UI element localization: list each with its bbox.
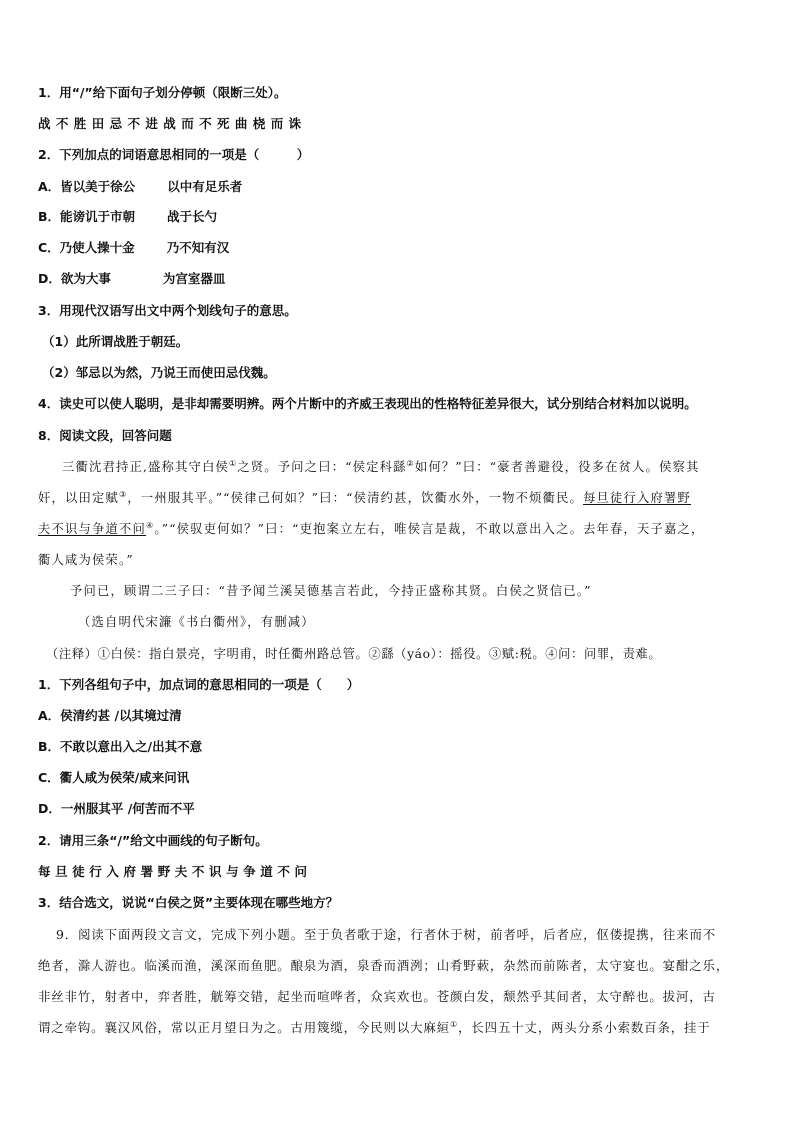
passage-text: 之贤。予问之曰：“侯定科繇	[237, 459, 407, 474]
q2-option-b-left: B．能谤讥于市朝	[38, 209, 136, 224]
q8-1-option-b: B．不敢以意出入之/出其不意	[38, 739, 203, 754]
q8-1-title: 1．下列各组句子中，加点词的意思相同的一项是（ ）	[38, 677, 360, 692]
passage-paragraph-2: 予问已，顾谓二三子曰：“昔予闻兰溪吴德基言若此，今持正盛称其贤。白侯之贤信已。”	[70, 584, 592, 598]
note-marker: ①	[450, 1019, 459, 1029]
q9-line-3: 非丝非竹，射者中，弈者胜，觥筹交错，起坐而喧哗者，众宾欢也。苍颜白发，颓然乎其间者，太守醉也。拔河，古	[38, 989, 716, 1004]
underlined-sentence: 夫不识与争道不问	[38, 522, 146, 536]
passage-text: 奸，以田定赋	[38, 491, 119, 505]
q2-option-b-right: 战于长勺	[167, 209, 218, 224]
note-marker: ②	[406, 458, 415, 468]
q2-option-b	[38, 208, 217, 226]
passage-line-3	[38, 520, 705, 538]
q2-option-a-right: 以中有足乐者	[167, 179, 243, 194]
q2-option-c-right: 乃不知有汉	[166, 240, 230, 255]
q4-title: 4．读史可以使人聪明，是非却需要明辨。两个片断中的齐威王表现出的性格特征差异很大，试分别结合材料加以说明。	[38, 396, 697, 411]
q2-option-a-left: A．皆以美于徐公	[38, 179, 136, 194]
q8-2-title: 2．请用三条“/”给文中画线的句子断句。	[38, 833, 268, 848]
q1-title: 1．用“/”给下面句子划分停顿（限断三处）。	[38, 85, 287, 100]
q2-option-c-left: C．乃使人操十金	[38, 240, 135, 255]
passage-text: 三衢沈君持正,盛称其守白侯	[62, 459, 229, 474]
q3-item-2: （2）邹忌以为然，乃说王而使田忌伐魏。	[42, 365, 276, 380]
q8-1-option-c: C．衢人咸为侯荣/咸来问讯	[38, 770, 190, 785]
q3-title: 3．用现代汉语写出文中两个划线句子的意思。	[38, 303, 297, 318]
q9-line-1: 9．阅读下面两段文言文，完成下列小题。至于负者歌于途，行者休于树，前者呼，后者应，伛偻提携，往来而不	[56, 927, 717, 942]
q2-title: 2．下列加点的词语意思相同的一项是（ ）	[38, 147, 310, 162]
q2-option-a	[38, 178, 242, 196]
note-marker: ①	[228, 458, 238, 468]
q8-1-option-d: D．一州服其平 /何苦而不平	[38, 801, 195, 816]
note-marker: ③	[118, 489, 128, 499]
passage-line-2	[38, 489, 691, 507]
q9-line-4	[38, 1019, 711, 1037]
passage-source: （选自明代宋濂《书白衢州》，有删减）	[78, 615, 315, 629]
underlined-sentence: 每旦徒行入府署野	[583, 491, 692, 505]
q2-option-d-left: D．欲为大事	[38, 271, 111, 286]
q8-title: 8．阅读文段，回答问题	[38, 428, 172, 443]
q8-2-sentence: 每旦徒行入府署野夫不识与争道不问	[38, 864, 312, 879]
passage-text: ，一州服其平。”“侯律己何如？”曰：“侯清约甚，饮衢水外，一物不烦衢民。	[127, 491, 584, 505]
q3-item-1: （1）此所谓战胜于朝廷。	[42, 334, 189, 349]
passage-text: 如何？”曰：“豪者善避役，役多在贫人。侯察其	[414, 459, 700, 474]
q8-1-option-a: A．侯清约甚 /以其境过清	[38, 708, 182, 723]
q2-option-d	[38, 270, 225, 288]
q1-sentence: 战不胜田忌不进战而不死曲桡而诛	[38, 116, 307, 131]
passage-text: 。”“侯驭吏何如？”曰：“吏抱案立左右，唯侯言是裁，不敢以意出入之。去年春，天子嘉之，	[154, 522, 705, 536]
passage-notes: （注释）①白侯：指白景亮，字明甫，时任衢州路总管。②繇（yáo）：摇役。③赋:税。④问：问罪，责难。	[46, 647, 662, 661]
note-marker: ④	[145, 520, 155, 530]
passage-line-4: 衢人咸为侯荣。”	[38, 553, 134, 567]
q8-3-title: 3．结合选文，说说“白侯之贤”主要体现在哪些地方？	[38, 895, 339, 910]
q9-line-2: 绝者，滁人游也。临溪而渔，溪深而鱼肥。酿泉为酒，泉香而酒洌；山肴野蔌，杂然而前陈者，太守宴也。宴酣之乐，	[38, 958, 730, 973]
passage-text: 谓之牵钩。襄汉风俗，常以正月望日为之。古用篾缆，今民则以大麻絙	[38, 1020, 451, 1035]
q2-option-c	[38, 239, 229, 257]
q2-option-d-right: 为宫室器皿	[162, 271, 226, 286]
passage-text: ，长四五十丈，两头分系小索数百条，挂于	[458, 1020, 711, 1035]
passage-line-1	[62, 458, 700, 476]
